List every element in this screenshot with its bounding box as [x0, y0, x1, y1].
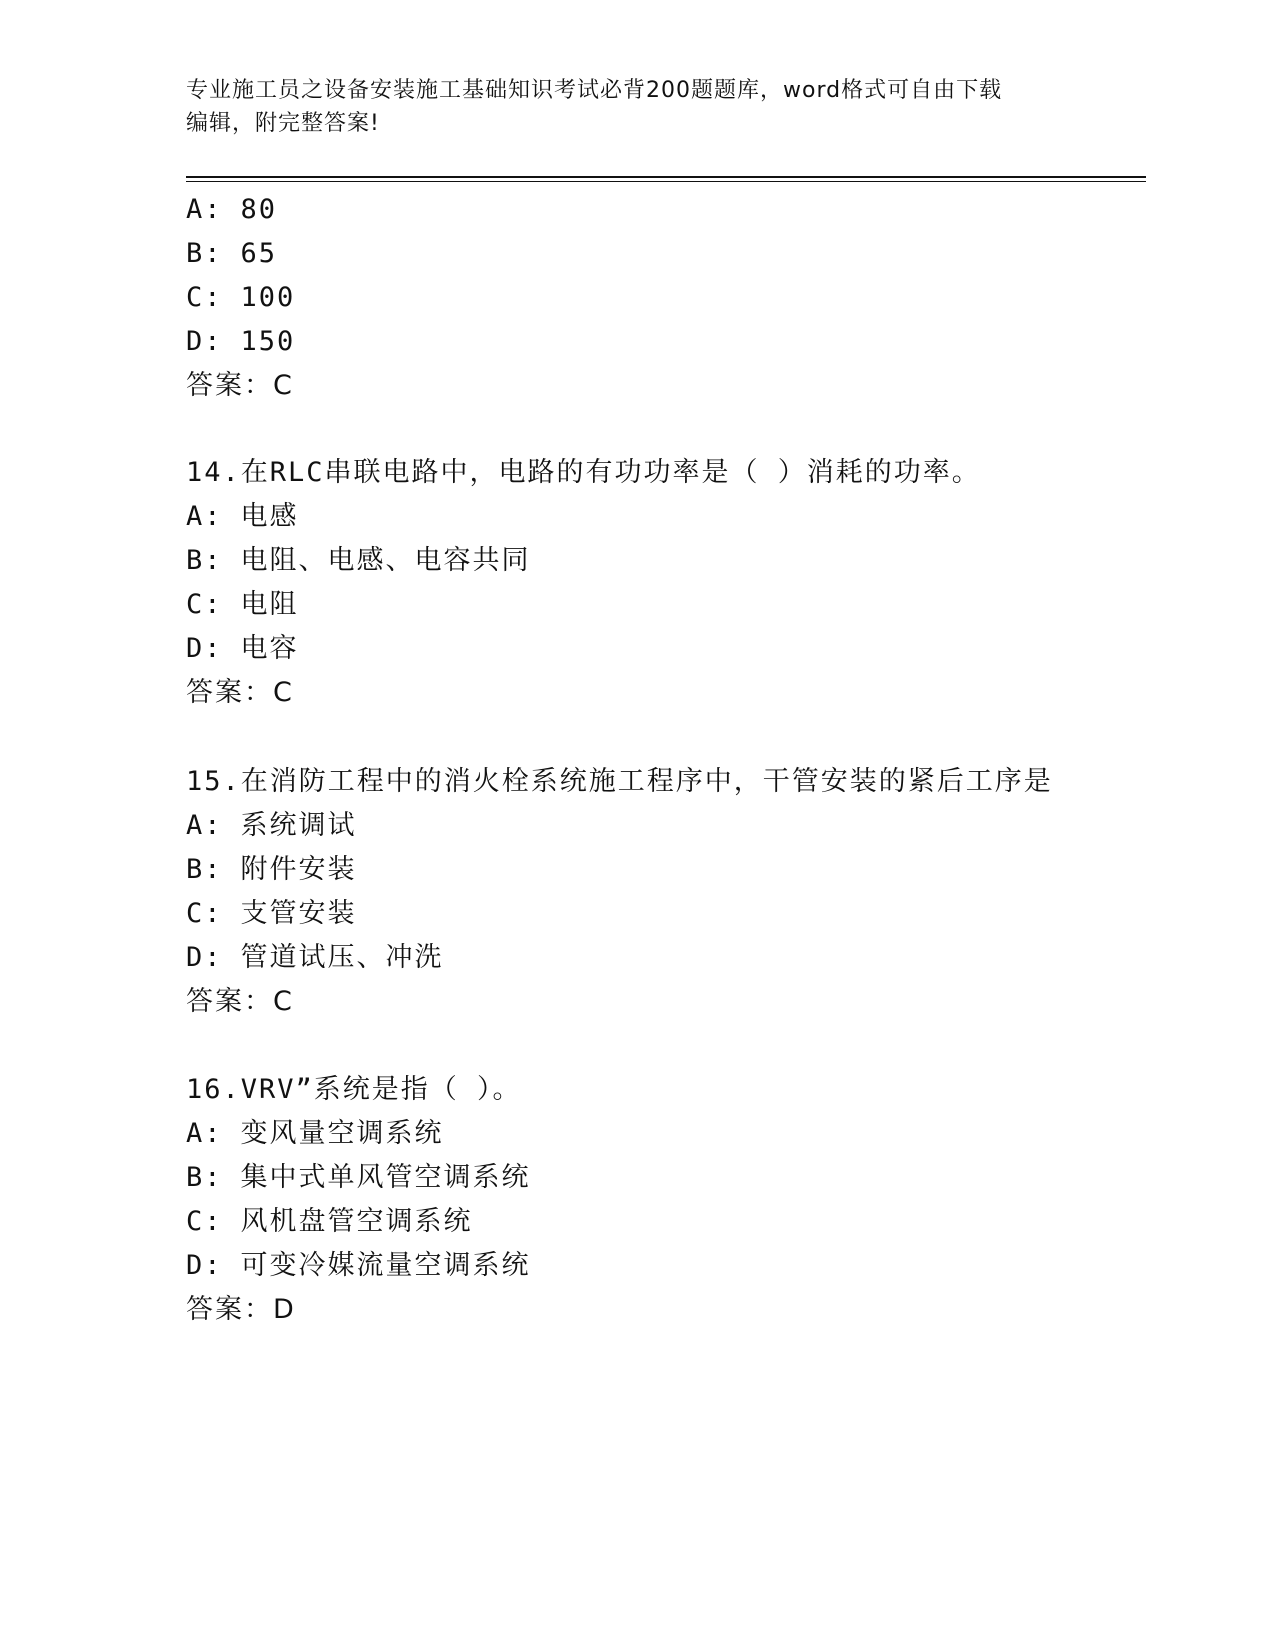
question-text: 14.在RLC串联电路中，电路的有功功率是（ ）消耗的功率。	[186, 457, 981, 488]
header-rule-thin	[186, 181, 1146, 182]
answer-line: 答案：C	[186, 677, 294, 708]
option-b: B: 电阻、电感、电容共同	[186, 545, 531, 576]
option-d: D: 电容	[186, 633, 299, 664]
option-d: D: 可变冷媒流量空调系统	[186, 1250, 531, 1281]
option-a: A: 系统调试	[186, 810, 357, 841]
option-c: C: 风机盘管空调系统	[186, 1206, 473, 1237]
option-a: A: 变风量空调系统	[186, 1118, 444, 1149]
option-a: A: 80	[186, 194, 278, 225]
answer-line: 答案：D	[186, 1294, 296, 1325]
answer-line: 答案：C	[186, 370, 294, 401]
option-c: C: 支管安装	[186, 898, 357, 929]
header-rule-thick	[186, 176, 1146, 178]
header-line-2: 编辑，附完整答案!	[186, 111, 380, 136]
option-d: D: 管道试压、冲洗	[186, 942, 444, 973]
option-b: B: 65	[186, 238, 278, 269]
header-line-1: 专业施工员之设备安装施工基础知识考试必背200题题库，word格式可自由下载	[186, 78, 1003, 103]
option-c: C: 100	[186, 282, 296, 313]
question-text: 16.VRV”系统是指（ ）。	[186, 1074, 522, 1105]
option-a: A: 电感	[186, 501, 299, 532]
option-c: C: 电阻	[186, 589, 299, 620]
option-b: B: 集中式单风管空调系统	[186, 1162, 531, 1193]
document-header	[186, 74, 1106, 140]
question-text: 15.在消防工程中的消火栓系统施工程序中，干管安装的紧后工序是	[186, 766, 1053, 797]
option-d: D: 150	[186, 326, 296, 357]
option-b: B: 附件安装	[186, 854, 357, 885]
answer-line: 答案：C	[186, 986, 294, 1017]
